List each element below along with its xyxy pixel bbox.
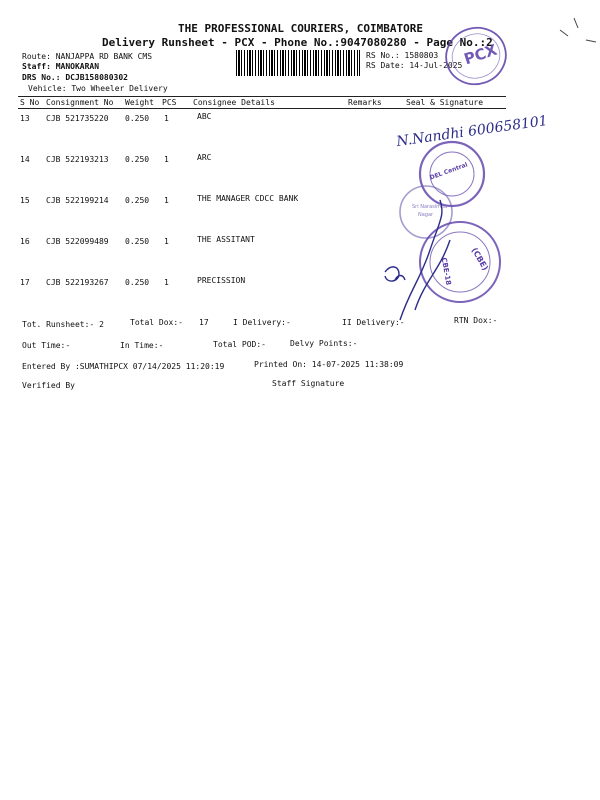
row-consignment: CJB 521735220 xyxy=(46,114,109,123)
row-sno: 13 xyxy=(20,114,30,123)
route-label: Route: NANJAPPA RD BANK CMS xyxy=(22,52,153,61)
row-weight: 0.250 xyxy=(125,155,150,164)
bank-seal xyxy=(420,142,484,206)
row-weight: 0.250 xyxy=(125,237,150,246)
row-pcs: 1 xyxy=(164,196,169,205)
col-pcs: PCS xyxy=(162,98,177,107)
col-weight: Weight xyxy=(125,98,154,107)
col-consignment: Consignment No xyxy=(46,98,114,107)
row-consignment: CJB 522193213 xyxy=(46,155,109,164)
col-remarks: Remarks xyxy=(348,98,382,107)
vehicle-label: Vehicle: Two Wheeler Delivery xyxy=(28,84,168,93)
svg-text:(CBE): (CBE) xyxy=(469,246,490,273)
row-pcs: 1 xyxy=(164,155,169,164)
staff-signature: Staff Signature xyxy=(272,379,345,388)
row-consignee: THE ASSITANT xyxy=(197,235,255,244)
row-sno: 14 xyxy=(20,155,30,164)
col-consignee: Consignee Details xyxy=(193,98,275,107)
row-weight: 0.250 xyxy=(125,196,150,205)
col-sno: S No xyxy=(20,98,40,107)
total-dox-value: 17 xyxy=(199,318,209,327)
rs-number: RS No.: 1580803 xyxy=(366,51,439,60)
row-sno: 15 xyxy=(20,196,30,205)
row-consignee: ARC xyxy=(197,153,212,162)
out-time: Out Time:- xyxy=(22,341,71,350)
total-pod: Total POD:- xyxy=(213,340,266,349)
svg-text:DEL Central: DEL Central xyxy=(428,161,469,182)
total-dox: Total Dox:- xyxy=(130,318,183,327)
row-sno: 16 xyxy=(20,237,30,246)
svg-text:Nagar: Nagar xyxy=(418,212,434,218)
row-weight: 0.250 xyxy=(125,114,150,123)
verified-by: Verified By xyxy=(22,381,75,390)
rs-date: RS Date: 14-Jul-2025 xyxy=(366,61,463,70)
drs-number: DRS No.: DCJB158080302 xyxy=(22,73,128,82)
row-pcs: 1 xyxy=(164,114,169,123)
row-consignment: CJB 522193267 xyxy=(46,278,109,287)
svg-text:PCX: PCX xyxy=(461,40,500,69)
pcx-stamp xyxy=(439,20,513,92)
i-delivery: I Delivery:- xyxy=(233,318,291,327)
col-seal: Seal & Signature xyxy=(406,98,484,107)
row-weight: 0.250 xyxy=(125,278,150,287)
svg-text:Sri Narasimha: Sri Narasimha xyxy=(412,204,448,210)
in-time: In Time:- xyxy=(120,341,164,350)
tot-runsheet: Tot. Runsheet:- 2 xyxy=(22,320,104,329)
entered-by: Entered By :SUMATHIPCX 07/14/2025 11:20:19 xyxy=(22,362,225,371)
row-pcs: 1 xyxy=(164,278,169,287)
runsheet-title: Delivery Runsheet - PCX - Phone No.:9047080280 - Page No.:2 xyxy=(102,36,493,49)
row-consignee: ABC xyxy=(197,112,212,121)
rtn-dox: RTN Dox:- xyxy=(454,316,498,325)
delvy-points: Delvy Points:- xyxy=(290,339,358,348)
corner-marks xyxy=(560,18,596,42)
row-consignment: CJB 522099489 xyxy=(46,237,109,246)
staff-label: Staff: MANOKARAN xyxy=(22,62,100,71)
company-title: THE PROFESSIONAL COURIERS, COIMBATORE xyxy=(178,22,424,35)
row-pcs: 1 xyxy=(164,237,169,246)
row-sno: 17 xyxy=(20,278,30,287)
handwritten-signature: N.Nandhi 600658101 xyxy=(395,112,549,151)
svg-text:CBE-18: CBE-18 xyxy=(439,256,453,286)
row-consignee: PRECISSION xyxy=(197,276,246,285)
row-consignee: THE MANAGER CDCC BANK xyxy=(197,194,299,203)
printed-on: Printed On: 14-07-2025 11:38:09 xyxy=(254,360,404,369)
ii-delivery: II Delivery:- xyxy=(342,318,405,327)
row-consignment: CJB 522199214 xyxy=(46,196,109,205)
precision-seal xyxy=(420,222,500,302)
